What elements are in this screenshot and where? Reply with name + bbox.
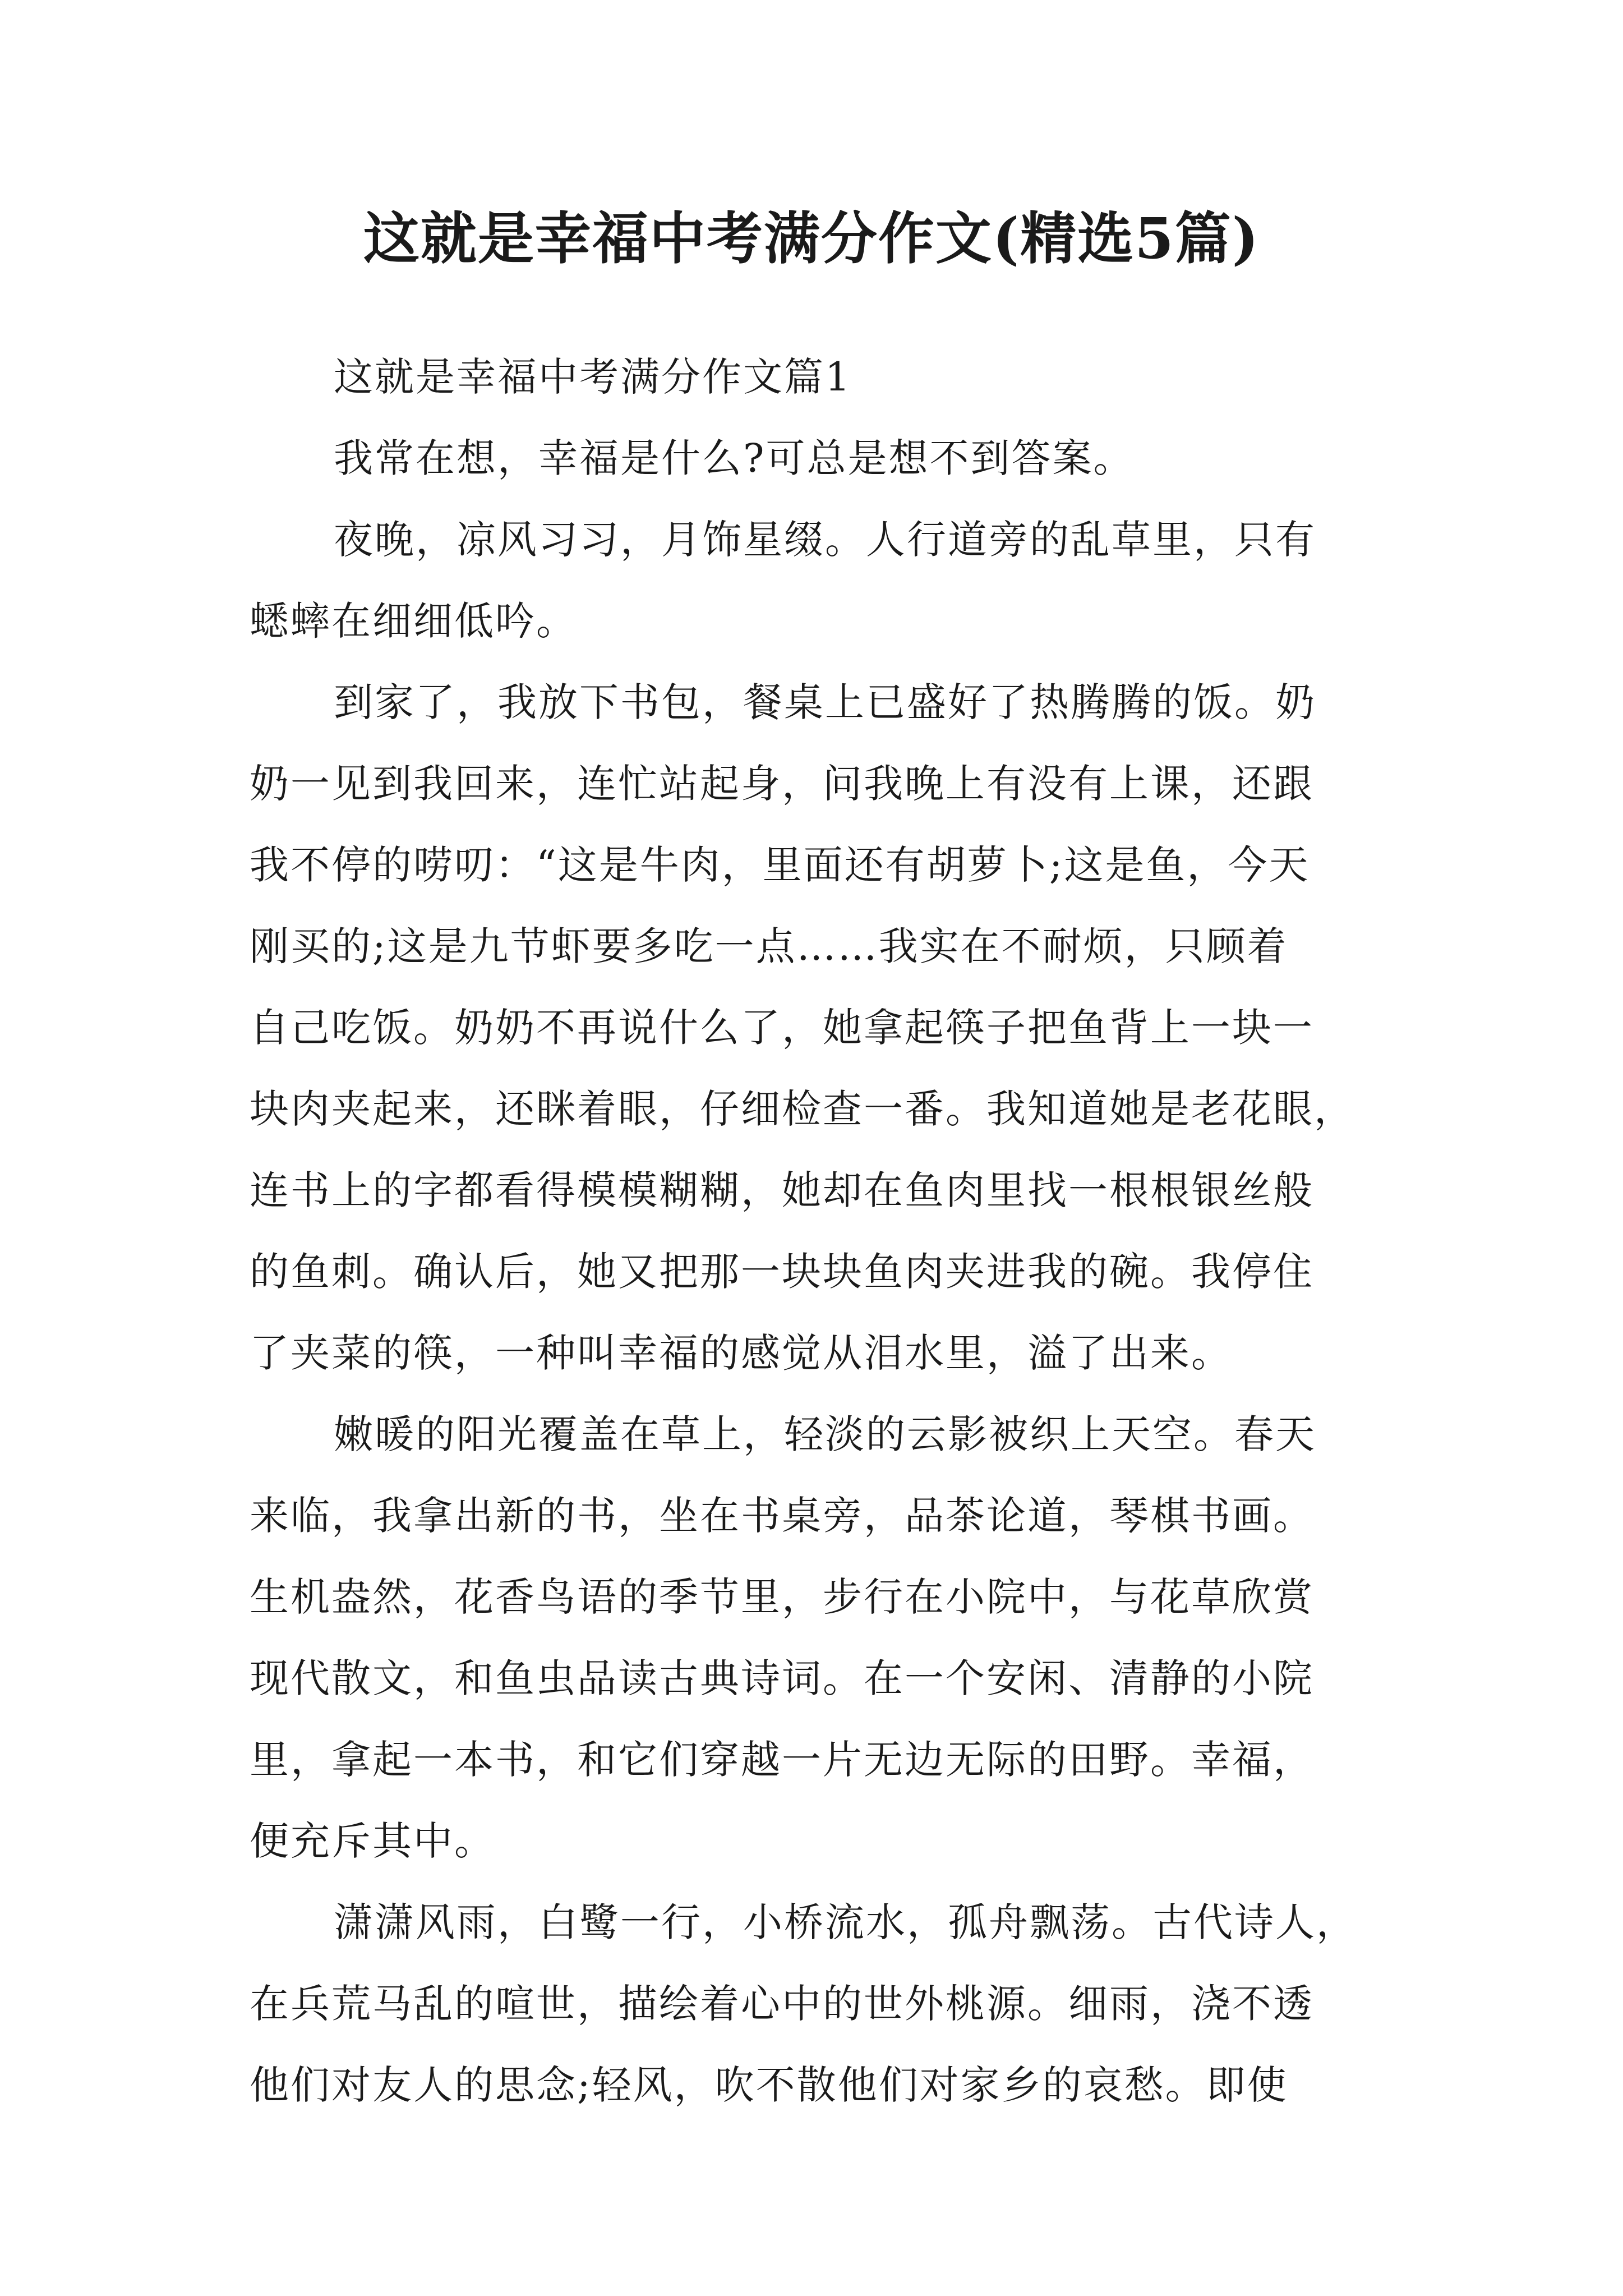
paragraph-line: 的鱼刺。确认后，她又把那一块块鱼肉夹进我的碗。我停住 [250,1249,1314,1295]
paragraph-line: 我常在想，幸福是什么?可总是想不到答案。 [334,435,1135,481]
paragraph-line: 自己吃饭。奶奶不再说什么了，她拿起筷子把鱼背上一块一 [250,1005,1314,1051]
paragraph-line: 夜晚，凉风习习，月饰星缀。人行道旁的乱草里，只有 [334,517,1316,563]
paragraph-line: 里，拿起一本书，和它们穿越一片无边无际的田野。幸福， [250,1737,1314,1783]
paragraph-line: 奶一见到我回来，连忙站起身，问我晚上有没有上课，还跟 [250,761,1314,807]
paragraph-line: 到家了，我放下书包，餐桌上已盛好了热腾腾的饭。奶 [334,679,1316,725]
paragraph-line: 来临，我拿出新的书，坐在书桌旁，品茶论道，琴棋书画。 [250,1493,1314,1539]
paragraph-line: 我不停的唠叨：“这是牛肉，里面还有胡萝卜;这是鱼，今天 [250,842,1310,888]
document-body [250,337,1396,2126]
paragraph-line: 了夹菜的筷，一种叫幸福的感觉从泪水里，溢了出来。 [250,1330,1232,1376]
paragraph-line: 生机盎然，花香鸟语的季节里，步行在小院中，与花草欣赏 [250,1574,1314,1620]
paragraph-line: 他们对友人的思念;轻风，吹不散他们对家乡的哀愁。即使 [250,2062,1288,2108]
paragraph-line: 嫩暖的阳光覆盖在草上，轻淡的云影被织上天空。春天 [334,1411,1316,1457]
paragraph-line: 蟋蟀在细细低吟。 [250,598,577,644]
paragraph-line: 这就是幸福中考满分作文篇1 [334,354,852,400]
paragraph-line: 现代散文，和鱼虫品读古典诗词。在一个安闲、清静的小院 [250,1655,1314,1701]
paragraph-line: 在兵荒马乱的喧世，描绘着心中的世外桃源。细雨，浇不透 [250,1981,1314,2027]
paragraph-line: 连书上的字都看得模模糊糊，她却在鱼肉里找一根根银丝般 [250,1167,1314,1213]
paragraph-line: 刚买的;这是九节虾要多吃一点……我实在不耐烦，只顾着 [250,923,1288,969]
paragraph-line: 块肉夹起来，还眯着眼，仔细检查一番。我知道她是老花眼， [250,1086,1355,1132]
paragraph-line: 潇潇风雨，白鹭一行，小桥流水，孤舟飘荡。古代诗人， [334,1899,1357,1945]
document-title: 这就是幸福中考满分作文(精选5篇) [363,205,1260,272]
paragraph-line: 便充斥其中。 [250,1818,495,1864]
